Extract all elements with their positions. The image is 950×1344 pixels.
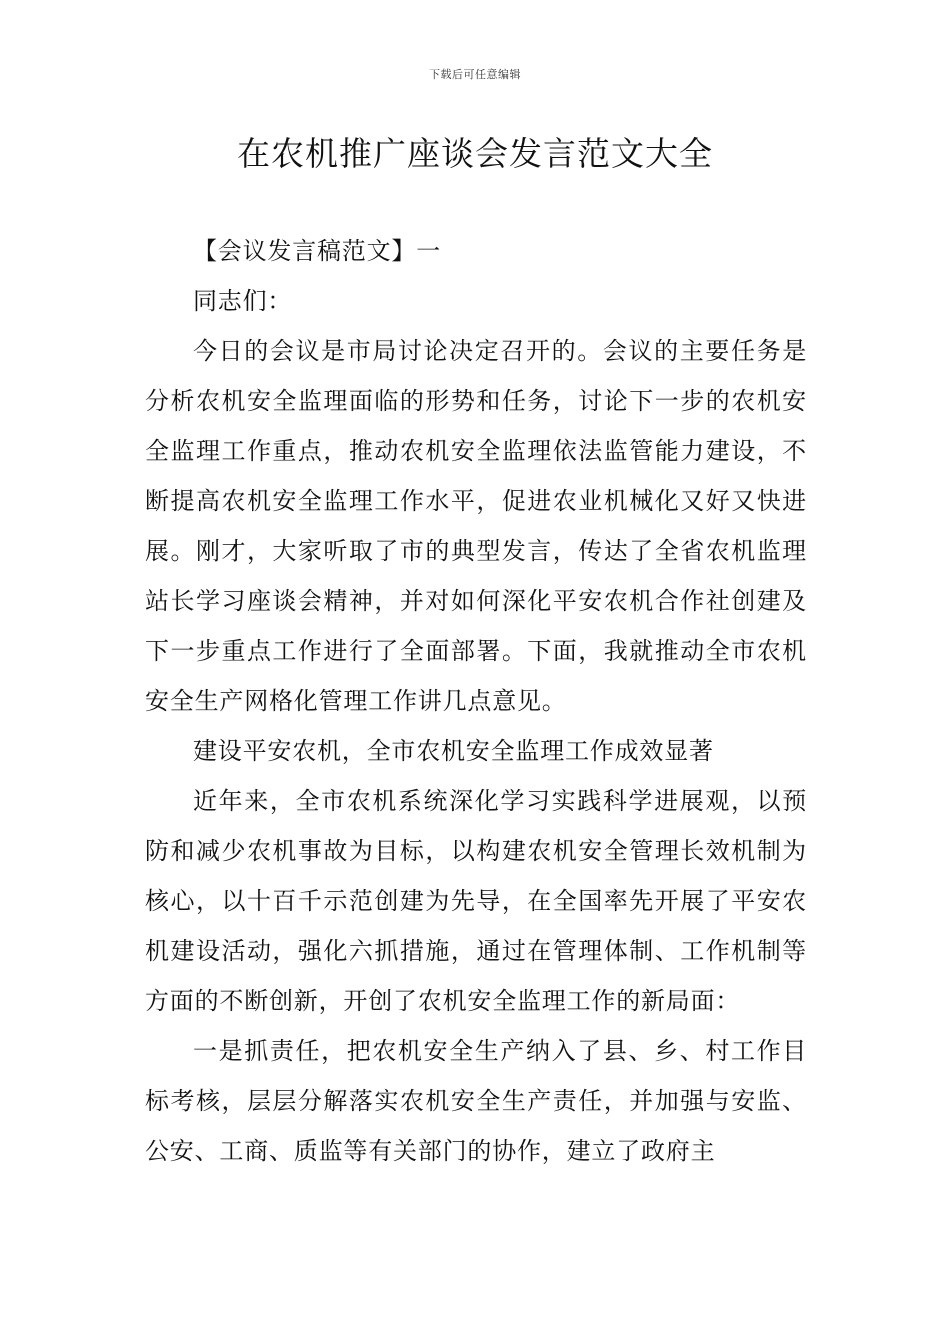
salutation: 同志们： [193,287,293,315]
document-body [145,226,807,1176]
section-heading: 【会议发言稿范文】一 [193,237,441,265]
document-title: 在农机推广座谈会发言范文大全 [237,134,713,173]
body-paragraph: 一是抓责任，把农机安全生产纳入了县、乡、村工作目标考核，层层分解落实农机安全生产责任，并加强与安监、公安、工商、质监等有关部门的协作，建立了政府主 [145,1037,807,1165]
body-paragraph: 近年来，全市农机系统深化学习实践科学进展观，以预防和减少农机事故为目标，以构建农机安全管理长效机制为核心，以十百千示范创建为先导，在全国率先开展了平安农机建设活动，强化六抓措施，通过在管理体制、工作机制等方面的不断创新，开创了农机安全监理工作的新局面： [145,787,807,1015]
subheading: 建设平安农机，全市农机安全监理工作成效显著 [193,737,714,765]
header-note: 下载后可任意编辑 [429,68,521,81]
body-paragraph: 今日的会议是市局讨论决定召开的。会议的主要任务是分析农机安全监理面临的形势和任务，讨论下一步的农机安全监理工作重点，推动农机安全监理依法监管能力建设，不断提高农机安全监理工作水平，促进农业机械化又好又快进展。刚才，大家听取了市的典型发言，传达了全省农机监理站长学习座谈会精神，并对如何深化平安农机合作社创建及下一步重点工作进行了全面部署。下面，我就推动全市农机安全生产网格化管理工作讲几点意见。 [145,337,807,715]
